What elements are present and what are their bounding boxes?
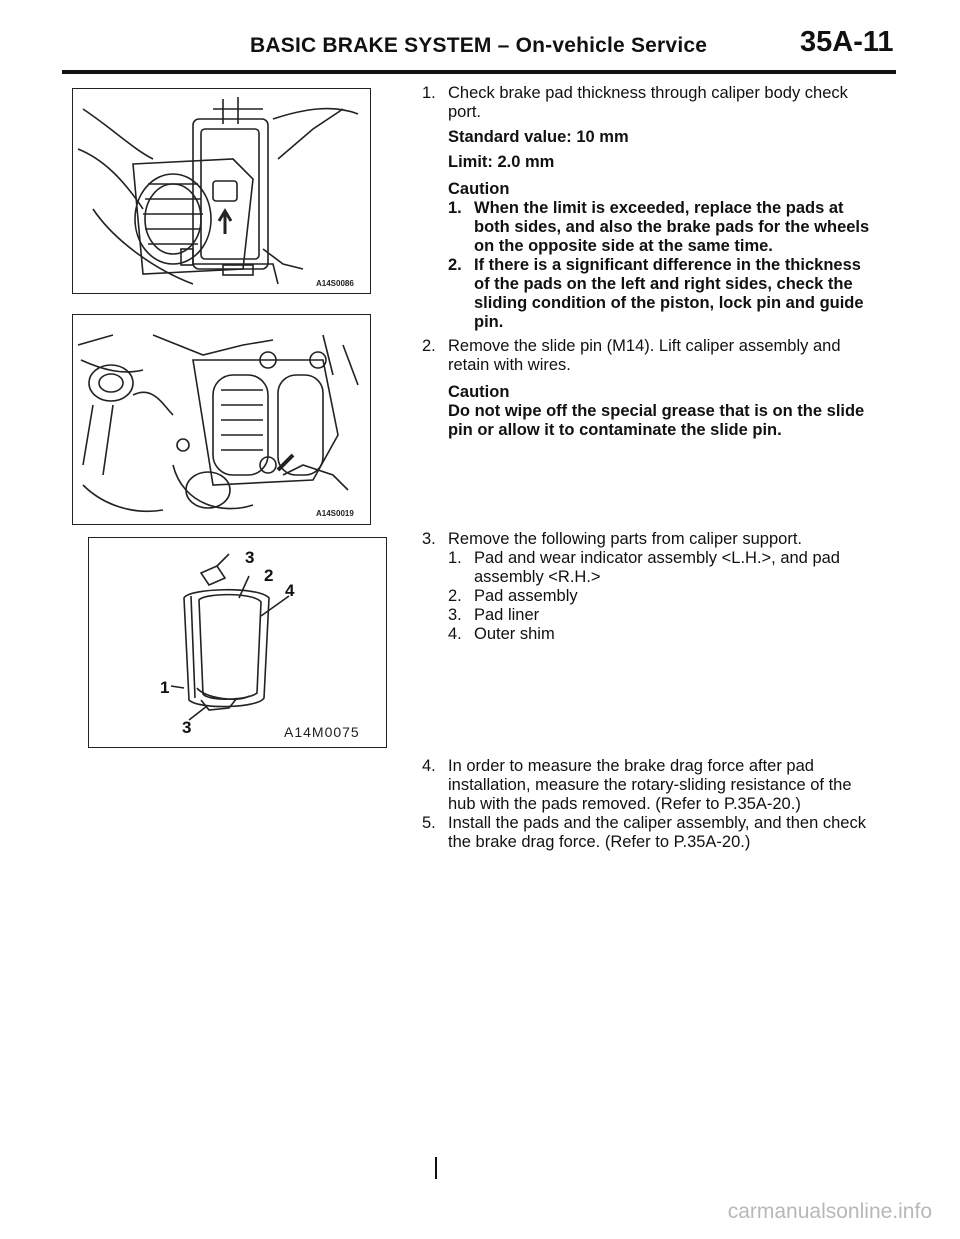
callout-4: 4	[285, 581, 295, 600]
caution-text: When the limit is exceeded, replace the pads at	[474, 199, 844, 217]
caution-text: Do not wipe off the special grease that is on the slide	[448, 402, 865, 420]
callout-3-top: 3	[245, 548, 255, 567]
figure-pad-assembly	[88, 537, 387, 748]
callout-3-bottom: 3	[182, 718, 192, 737]
standard-value: Standard value: 10 mm	[448, 128, 629, 146]
step-2	[422, 337, 902, 440]
callout-2: 2	[264, 566, 274, 585]
figure-slide-pin-removal	[72, 314, 371, 525]
step-text: Check brake pad thickness through caliper body check	[448, 84, 848, 102]
caution-heading: Caution	[448, 180, 510, 198]
caution-text: on the opposite side at the same time.	[474, 237, 773, 255]
caution-text: pin or allow it to contaminate the slide pin.	[448, 421, 782, 439]
caution-text: both sides, and also the brake pads for the wheels	[474, 218, 870, 236]
limit-value: Limit: 2.0 mm	[448, 153, 555, 171]
caution-heading: Caution	[448, 383, 510, 401]
step-text: the brake drag force. (Refer to P.35A-20.)	[448, 833, 751, 851]
page-header-title: BASIC BRAKE SYSTEM – On-vehicle Service	[250, 34, 708, 57]
sub-item-text: assembly <R.H.>	[474, 568, 601, 586]
sub-item-text: Pad and wear indicator assembly <L.H.>, and pad	[474, 549, 840, 567]
watermark: carmanualsonline.info	[727, 1200, 932, 1223]
step-number: 1.	[422, 84, 436, 102]
caution-text: of the pads on the left and right sides, check the	[474, 275, 853, 293]
caution-item-number: 1.	[448, 199, 462, 217]
sub-item-number: 4.	[448, 625, 462, 643]
sub-item-text: Pad assembly	[474, 587, 578, 605]
step-text: Install the pads and the caliper assembly, and then check	[448, 814, 866, 832]
header-rule	[62, 70, 896, 74]
step-text: port.	[448, 103, 482, 121]
figure-caliper-check-port	[72, 88, 371, 294]
caution-text: sliding condition of the piston, lock pin and guide	[474, 294, 864, 312]
step-text: retain with wires.	[448, 356, 571, 374]
step-number: 4.	[422, 757, 436, 775]
sub-item-text: Pad liner	[474, 606, 540, 624]
figure-code: A14S0086	[316, 279, 354, 288]
sub-item-number: 3.	[448, 606, 462, 624]
caution-text: If there is a significant difference in the thickness	[474, 256, 861, 274]
figure-code: A14S0019	[316, 509, 354, 518]
caliper-check-port-illustration	[73, 89, 370, 293]
caution-item-number: 2.	[448, 256, 462, 274]
step-number: 3.	[422, 530, 436, 548]
sub-item-number: 2.	[448, 587, 462, 605]
step-text: Remove the slide pin (M14). Lift caliper assembly and	[448, 337, 841, 355]
sub-item-number: 1.	[448, 549, 462, 567]
step-text: installation, measure the rotary-sliding resistance of the	[448, 776, 852, 794]
step-5	[422, 814, 902, 852]
step-text: Remove the following parts from caliper support.	[448, 530, 802, 548]
callout-1: 1	[160, 678, 170, 697]
step-1	[422, 84, 902, 332]
step-number: 2.	[422, 337, 436, 355]
step-4	[422, 757, 902, 814]
scan-mark	[435, 1157, 437, 1179]
page-number: 35A-11	[800, 26, 894, 58]
step-number: 5.	[422, 814, 436, 832]
pad-assembly-illustration	[89, 538, 386, 747]
slide-pin-illustration	[73, 315, 370, 524]
figure-code: A14M0075	[284, 724, 360, 740]
step-3	[422, 530, 902, 644]
caution-text: pin.	[474, 313, 504, 331]
sub-item-text: Outer shim	[474, 625, 555, 643]
step-text: hub with the pads removed. (Refer to P.35A-20.)	[448, 795, 801, 813]
step-text: In order to measure the brake drag force after pad	[448, 757, 814, 775]
